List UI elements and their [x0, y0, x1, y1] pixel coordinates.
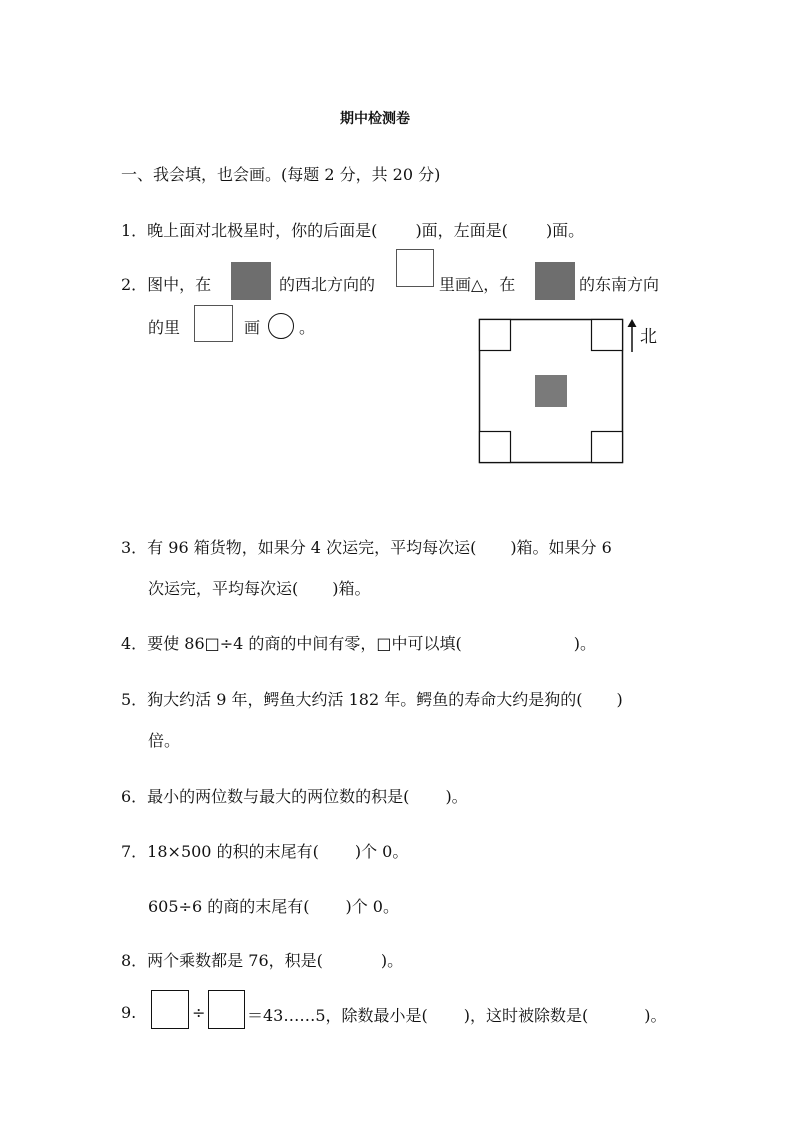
q4-text-b: )。 [573, 634, 597, 653]
q3-text-a: 3．有 96 箱货物，如果分 4 次运完，平均每次运( [121, 538, 477, 557]
q2-text-g: 。 [299, 318, 316, 337]
q1-text-a: 1．晚上面对北极星时，你的后面是( [121, 221, 378, 240]
corner-square-ne [592, 320, 623, 351]
q8-text-b: )。 [380, 951, 404, 970]
section-heading: 一、我会填，也会画。(每题 2 分，共 20 分) [121, 165, 441, 184]
gray-square-icon [535, 262, 575, 300]
page-title: 期中检测卷 [340, 111, 410, 127]
q2-text-d: 的东南方向 [579, 275, 660, 294]
q3-text-d: )箱。 [332, 579, 371, 598]
q6-text-b: )。 [445, 787, 468, 806]
q2-text-f: 画 [244, 318, 261, 337]
question-6 [121, 784, 468, 807]
q8-text-a: 8．两个乘数都是 76，积是( [121, 951, 323, 970]
direction-diagram [476, 316, 676, 468]
center-gray-square [535, 375, 567, 407]
q2-text-c: 里画△，在 [439, 275, 516, 294]
q9-divide-sign: ÷ [192, 1003, 206, 1022]
q6-text-a: 6．最小的两位数与最大的两位数的积是( [121, 787, 410, 806]
q9-text-c: )。 [644, 1006, 667, 1025]
circle-icon [268, 313, 294, 339]
q7-text-a: 7．18×500 的积的末尾有( [121, 842, 319, 861]
q7-text-d: )个 0。 [345, 897, 399, 916]
q4-text-a: 4．要使 86□÷4 的商的中间有零，□中可以填( [121, 634, 462, 653]
q2-text-b: 的西北方向的 [279, 275, 376, 294]
q9-number: 9. [121, 1003, 137, 1022]
q5-text-c: 倍。 [148, 731, 181, 750]
dividend-box[interactable] [151, 990, 189, 1029]
q7-text-c: 605÷6 的商的末尾有( [148, 897, 310, 916]
q7-text-b: )个 0。 [354, 842, 409, 861]
divisor-box[interactable] [208, 990, 245, 1029]
q1-text-c: )面。 [545, 221, 585, 240]
empty-square-icon [396, 249, 434, 287]
q2-text-a: 2．图中，在 [121, 275, 212, 294]
question-3-line-2 [148, 576, 371, 599]
empty-square-icon [194, 305, 233, 342]
corner-square-sw [480, 432, 511, 463]
north-arrowhead-icon [628, 319, 637, 327]
gray-square-icon [231, 262, 271, 300]
question-4 [121, 631, 596, 654]
q3-text-c: 次运完，平均每次运( [148, 579, 299, 598]
q9-text-b: )，这时被除数是( [463, 1006, 589, 1025]
q9-text-a: ＝43……5，除数最小是( [247, 1006, 428, 1025]
q2-text-e: 的里 [148, 318, 181, 337]
corner-square-se [592, 432, 623, 463]
q3-text-b: )箱。如果分 6 [510, 538, 612, 557]
q1-text-b: )面，左面是( [415, 221, 508, 240]
question-9 [247, 1003, 667, 1026]
question-7-line-1 [121, 839, 408, 862]
question-1 [121, 218, 584, 241]
question-8 [121, 948, 403, 971]
q5-text-b: ) [616, 690, 623, 709]
question-3-line-1 [121, 535, 612, 558]
q5-text-a: 5．狗大约活 9 年，鳄鱼大约活 182 年。鳄鱼的寿命大约是狗的( [121, 690, 583, 709]
question-5-line-1 [121, 687, 623, 710]
corner-square-nw [480, 320, 511, 351]
question-7-line-2 [148, 894, 399, 917]
north-label: 北 [640, 327, 657, 347]
